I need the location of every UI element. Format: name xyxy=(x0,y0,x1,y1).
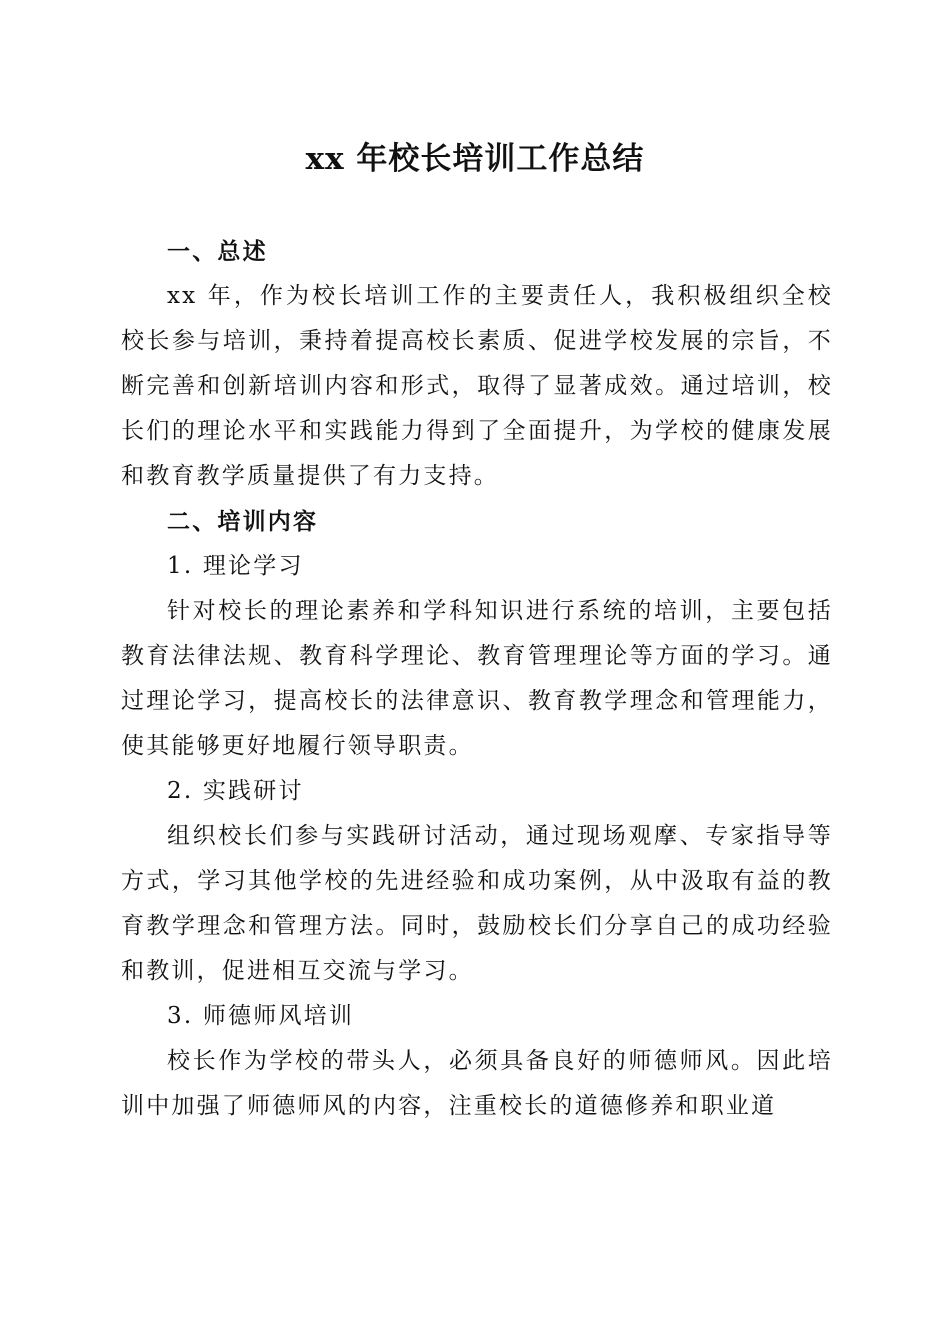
overview-paragraph: xx 年，作为校长培训工作的主要责任人，我积极组织全校校长参与培训，秉持着提高校长素质、促进学校发展的宗旨，不断完善和创新培训内容和形式，取得了显著成效。通过培训，校长们的理论水平和实践能力得到了全面提升，为学校的健康发展和教育教学质量提供了有力支持。 xyxy=(121,283,833,489)
practice-paragraph: 组织校长们参与实践研讨活动，通过现场观摩、专家指导等方式，学习其他学校的先进经验和成功案例，从中汲取有益的教育教学理念和管理方法。同时，鼓励校长们分享自己的成功经验和教训，促进相互交流与学习。 xyxy=(121,823,833,984)
document-body xyxy=(121,229,833,1129)
subsection-heading-practice: 2. 实践研讨 xyxy=(167,778,304,804)
section-heading-overview: 一、总述 xyxy=(167,238,268,265)
subsection-heading-theory: 1. 理论学习 xyxy=(167,553,304,579)
ethics-paragraph: 校长作为学校的带头人，必须具备良好的师德师风。因此培训中加强了师德师风的内容，注重校长的道德修养和职业道 xyxy=(121,1048,833,1119)
section-heading-training-content: 二、培训内容 xyxy=(167,508,319,535)
document-title: xx 年校长培训工作总结 xyxy=(305,141,645,177)
theory-paragraph: 针对校长的理论素养和学科知识进行系统的培训，主要包括教育法律法规、教育科学理论、教育管理理论等方面的学习。通过理论学习，提高校长的法律意识、教育教学理念和管理能力，使其能够更好地履行领导职责。 xyxy=(121,598,833,759)
subsection-heading-ethics: 3. 师德师风培训 xyxy=(167,1003,355,1029)
